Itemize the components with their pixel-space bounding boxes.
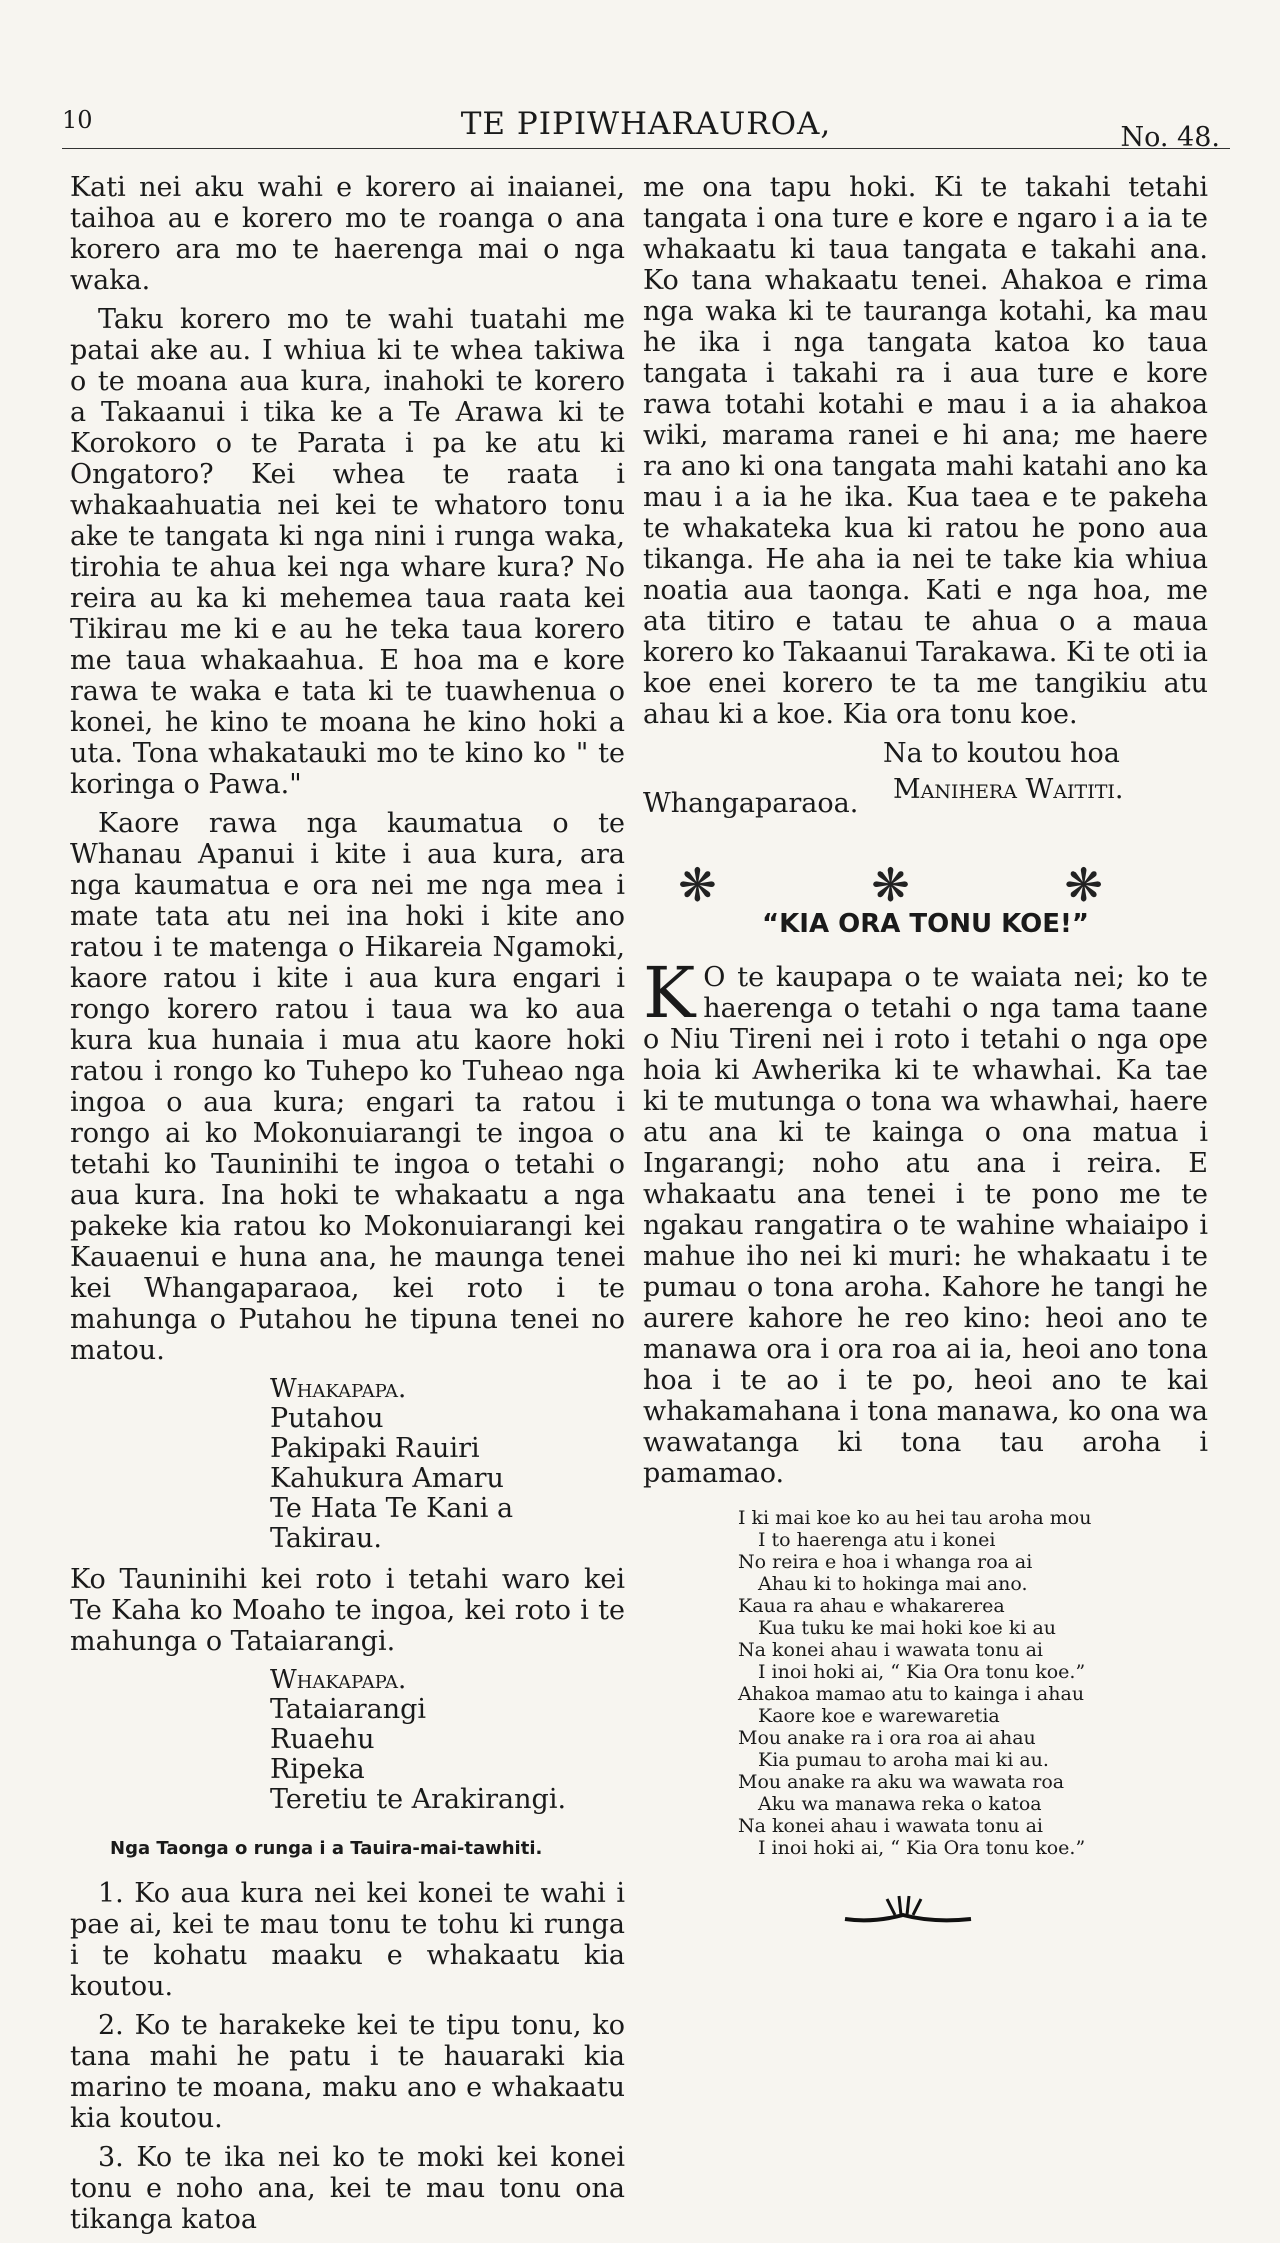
page-header: [62, 100, 1230, 153]
poem-line: Ahau ki to hokinga mai ano.: [758, 1573, 1028, 1595]
poem-line: No reira e hoa i whanga roa ai: [738, 1551, 1033, 1573]
poem-verses: [738, 1507, 1208, 1859]
poem-line: I ki mai koe ko au hei tau aroha mou: [738, 1507, 1092, 1529]
genealogy-list: [270, 1374, 625, 1554]
genealogy-entry: Teretiu te Arakirangi.: [270, 1784, 567, 1815]
list-item: 2. Ko te harakeke kei te tipu tonu, ko tana mahi he patu i te hauaraki kia marino te moana, maku ano e whakaatu kia koutou.: [70, 2010, 625, 2134]
page-number: 10: [62, 106, 93, 134]
left-column: [70, 172, 625, 2243]
signoff-line: Na to koutou hoa: [883, 738, 1120, 769]
drop-cap: K: [643, 952, 696, 1034]
poem-line: I inoi hoki ai, “ Kia Ora tonu koe.”: [758, 1661, 1086, 1683]
place-name: Whangaparaoa.: [643, 788, 859, 819]
letter-signoff: [643, 738, 1208, 848]
poem-line: Ahakoa mamao atu to kainga i ahau: [738, 1683, 1085, 1705]
poem-line: Mou anake ra i ora roa ai ahau: [738, 1727, 1036, 1749]
journal-title: TE PIPIWHARAUROA,: [460, 106, 832, 142]
asterism-divider-icon: ❋ ❋ ❋: [678, 858, 1173, 912]
poem-line: Aku wa manawa reka o katoa: [758, 1793, 1042, 1815]
list-item: 1. Ko aua kura nei kei konei te wahi i pae ai, kei te mau tonu te tohu ki runga i te kohatu maaku e whakaatu kia koutou.: [70, 1878, 625, 2002]
poem-line: I to haerenga atu i konei: [758, 1529, 996, 1551]
genealogy-entry: Te Hata Te Kani a Takirau.: [270, 1493, 514, 1554]
genealogy-heading: Whakapapa.: [270, 1665, 407, 1695]
paragraph: Taku korero mo te wahi tuatahi me patai ake au. I whiua ki te whea takiwa o te moana aua kura, inahoki te korero a Takaanui i tika ke a Te Arawa ki te Korokoro o te Parata i pa ke atu ki Ongatoro? Kei whea te raata i whakaahuatia nei kei te whatoro tonu ake te tangata ki nga nini i runga waka, tirohia te ahua kei nga whare kura? No reira au ka ki mehemea taua raata kei Tikirau me ki e au he teka taua korero me taua whakaahua. E hoa ma e kore rawa te waka e tata ki te tuawhenua o konei, he kino te moana he kino hoki a uta. Tona whakatauki mo te kino ko " te koringa o Pawa.": [70, 304, 625, 800]
poem-line: Na konei ahau i wawata tonu ai: [738, 1639, 1044, 1661]
genealogy-entry: Tataiarangi: [270, 1694, 427, 1725]
genealogy-entry: Ripeka: [270, 1754, 365, 1785]
author-name: Manihera Waititi.: [893, 774, 1124, 805]
genealogy-entry: Putahou: [270, 1403, 384, 1434]
poem-line: Kaua ra ahau e whakarerea: [738, 1595, 1005, 1617]
right-column: [643, 172, 1208, 1936]
poem-line: Mou anake ra aku wa wawata roa: [738, 1771, 1065, 1793]
poem-title: “KIA ORA TONU KOE!”: [762, 909, 1089, 939]
poem-line: Kaore koe e warewaretia: [758, 1705, 1000, 1727]
paragraph: me ona tapu hoki. Ki te takahi tetahi tangata i ona ture e kore e ngaro i a ia te whakaatu ki taua tangata e takahi ana. Ko tana whakaatu tenei. Ahakoa e rima nga waka ki te tauranga kotahi, ka mau he ika i nga tangata katoa ko taua tangata i takahi ra i aua ture e kore rawa totahi kotahi e mau i a ia ahakoa wiki, marama ranei e hi ana; me haere ra ano ki ona tangata mahi katahi ano ka mau i a ia he ika. Kua taea e te pakeha te whakateka kua ki ratou he pono aua tikanga. He aha ia nei te take kia whiua noatia aua taonga. Kati e nga hoa, me ata titiro e tatau te ahua o a maua korero ko Takaanui Tarakawa. Ki te oti ia koe enei korero te ta me tangikiu atu ahau ki a koe. Kia ora tonu koe.: [643, 172, 1208, 730]
genealogy-entry: Kahukura Amaru: [270, 1463, 504, 1494]
list-item: 3. Ko te ika nei ko te moki kei konei tonu e noho ana, kei te mau tonu ona tikanga katoa: [70, 2142, 625, 2235]
section-subheading: Nga Taonga o runga i a Tauira-mai-tawhiti.: [110, 1838, 543, 1859]
ornament-icon: [843, 1893, 1208, 1936]
genealogy-entry: Pakipaki Rauiri: [270, 1433, 480, 1464]
poem-line: I inoi hoki ai, “ Kia Ora tonu koe.”: [758, 1837, 1086, 1859]
genealogy-entry: Ruaehu: [270, 1724, 375, 1755]
poem-line: Kua tuku ke mai hoki koe ki au: [758, 1617, 1057, 1639]
poem-line: Na konei ahau i wawata tonu ai: [738, 1815, 1044, 1837]
poem-intro: [643, 952, 1208, 1489]
genealogy-list: [270, 1665, 625, 1815]
issue-number: No. 48.: [1120, 122, 1220, 153]
paragraph: Ko Tauninihi kei roto i tetahi waro kei Te Kaha ko Moaho te ingoa, kei roto i te mahunga o Tataiarangi.: [70, 1564, 625, 1657]
paragraph: Kaore rawa nga kaumatua o te Whanau Apanui i kite i aua kura, ara nga kaumatua e ora nei me nga mea i mate tata atu nei ina hoki i kite ano ratou i te matenga o Hikareia Ngamoki, kaore ratou i kite i aua kura engari i rongo korero ratou i taua wa ko aua kura kua hunaia i mua atu kaore hoki ratou i rongo ko Tuhepo ko Tuheao nga ingoa o aua kura; engari ta ratou i rongo ai ko Mokonuiarangi te ingoa o tetahi ko Tauninihi te ingoa o tetahi o aua kura. Ina hoki te whakaatu a nga pakeke kia ratou ko Mokonuiarangi kei Kauaenui e huna ana, he maunga tenei kei Whangaparaoa, kei roto i te mahunga o Putahou he tipuna tenei no matou.: [70, 808, 625, 1366]
intro-text: O te kaupapa o te waiata nei; ko te haerenga o tetahi o nga tama taane o Niu Tireni nei i roto i tetahi o nga ope hoia ki Awherika ki te whawhai. Ka tae ki te mutunga o tona wa whawhai, haere atu ana ki te kainga o ona matua i Ingarangi; noho atu ana i reira. E whakaatu ana tenei i te pono me te ngakau rangatira o te wahine whaiaipo i mahue iho nei ki muri: he whakaatu i te pumau o tona aroha. Kahore he tangi he aurere kahore he reo kino: heoi ano te manawa ora i ora roa ai ia, heoi ano tona hoa i te ao i te po, heoi ano te kai whakamahana i tona manawa, ko ona wa wawatanga ki tona tau aroha i pamamao.: [643, 962, 1208, 1489]
genealogy-heading: Whakapapa.: [270, 1374, 407, 1404]
paragraph: Kati nei aku wahi e korero ai inaianei, taihoa au e korero mo te roanga o ana korero ara mo te haerenga mai o nga waka.: [70, 172, 625, 296]
poem-line: Kia pumau to aroha mai ki au.: [758, 1749, 1049, 1771]
